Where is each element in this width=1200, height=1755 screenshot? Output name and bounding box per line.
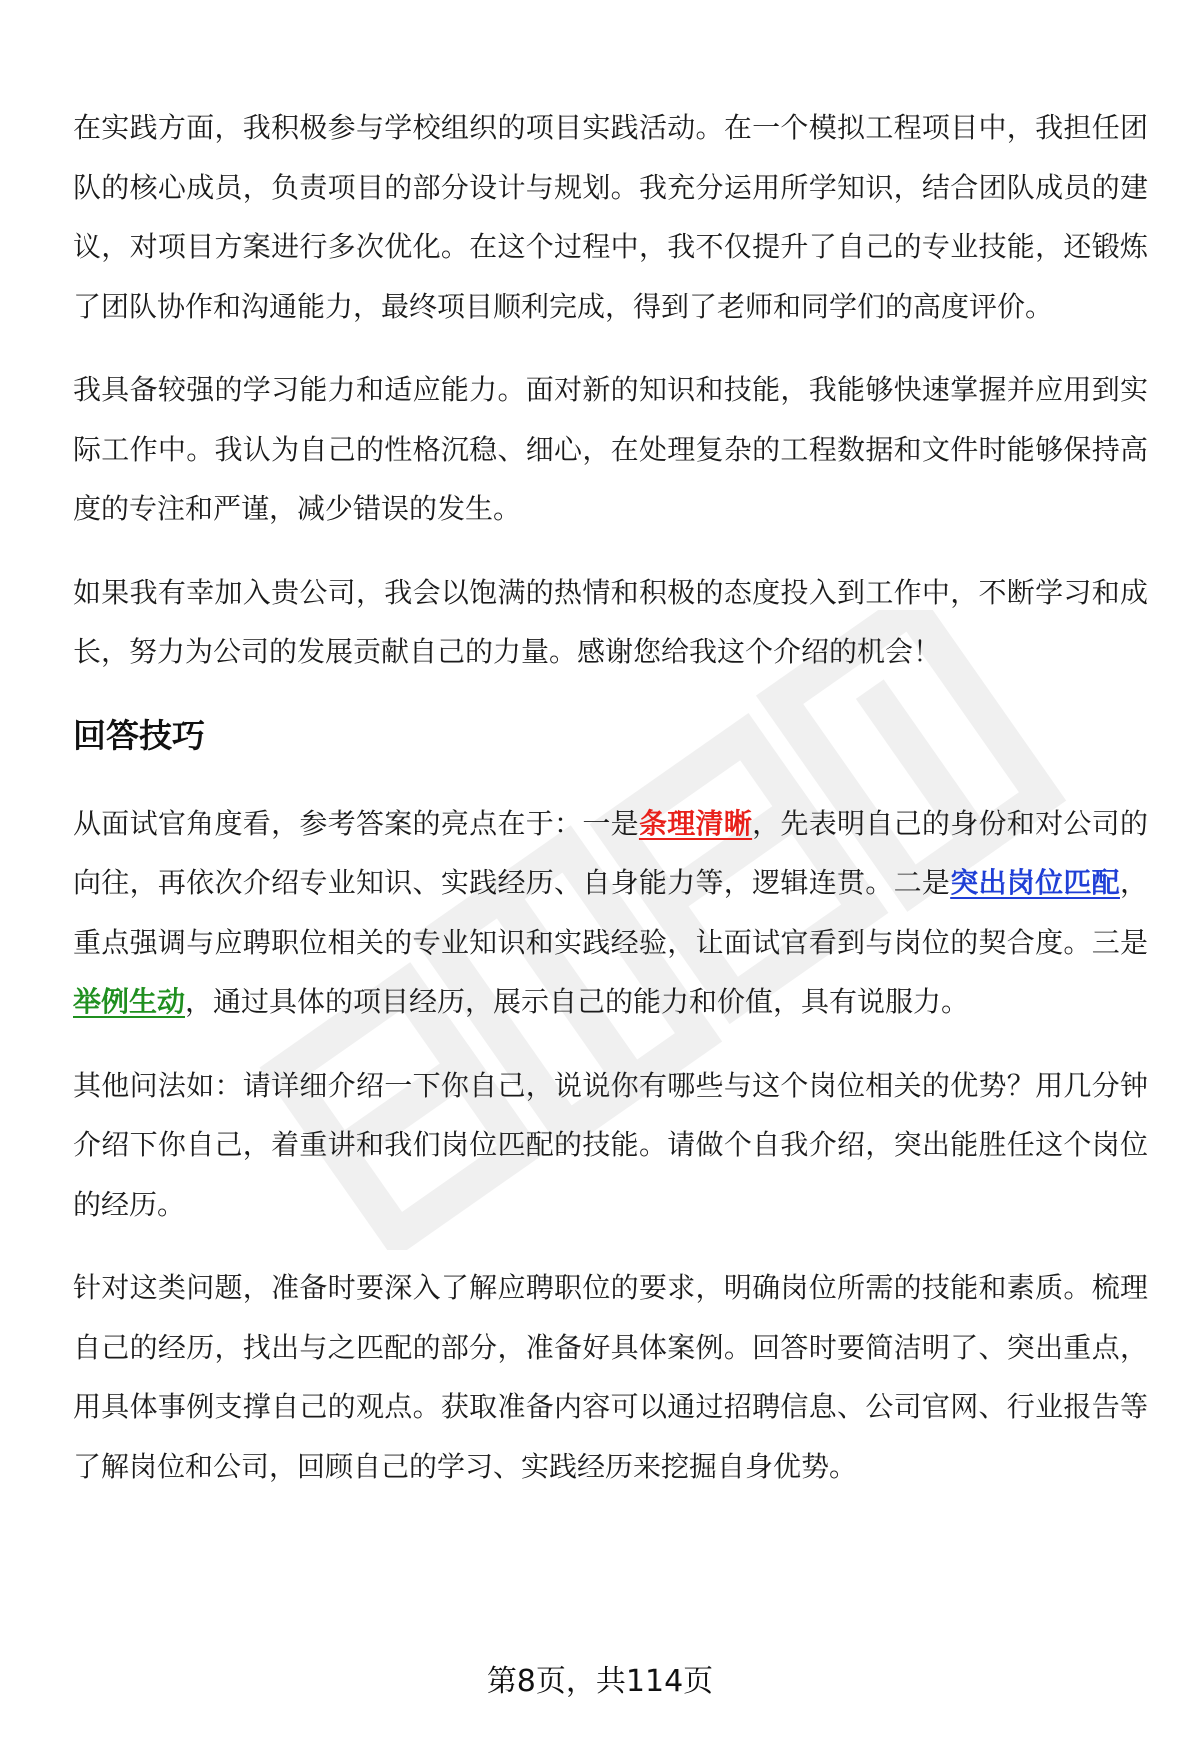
highlight-vivid-examples: 举例生动: [73, 985, 186, 1018]
highlights-text-4: ，通过具体的项目经历，展示自己的能力和价值，具有说服力。: [185, 985, 970, 1018]
section-heading: 回答技巧: [73, 715, 205, 755]
highlights-text-3: ，重点强调与应聘职位相关的专业知识和实践经验，让面试官看到与岗位的契合度。三是: [73, 866, 1148, 959]
paragraph-other-questions: 其他问法如：请详细介绍一下你自己，说说你有哪些与这个岗位相关的优势？用几分钟介绍下你自己，着重讲和我们岗位匹配的技能。请做个自我介绍，突出能胜任这个岗位的经历。: [73, 1068, 1148, 1221]
document-body: [73, 98, 1148, 1520]
page-number: 第8页，共114页: [486, 1664, 714, 1699]
paragraph-highlights: [73, 794, 1148, 1032]
highlights-text-2: ，先表明自己的身份和对公司的向往，再依次介绍专业知识、实践经历、自身能力等，逻辑连贯。二是: [73, 806, 1148, 899]
highlight-job-match: 突出岗位匹配: [950, 866, 1120, 899]
paragraph-preparation: 针对这类问题，准备时要深入了解应聘职位的要求，明确岗位所需的技能和素质。梳理自己的经历，找出与之匹配的部分，准备好具体案例。回答时要简洁明了、突出重点，用具体事例支撑自己的观点。获取准备内容可以通过招聘信息、公司官网、行业报告等了解岗位和公司，回顾自己的学习、实践经历来挖掘自身优势。: [73, 1271, 1148, 1483]
paragraph-learning-ability: 我具备较强的学习能力和适应能力。面对新的知识和技能，我能够快速掌握并应用到实际工作中。我认为自己的性格沉稳、细心，在处理复杂的工程数据和文件时能够保持高度的专注和严谨，减少错误的发生。: [73, 373, 1148, 525]
highlight-clear-structure: 条理清晰: [638, 806, 753, 840]
paragraph-practice: 在实践方面，我积极参与学校组织的项目实践活动。在一个模拟工程项目中，我担任团队的核心成员，负责项目的部分设计与规划。我充分运用所学知识，结合团队成员的建议，对项目方案进行多次优化。在这个过程中，我不仅提升了自己的专业技能，还锻炼了团队协作和沟通能力，最终项目顺利完成，得到了老师和同学们的高度评价。: [73, 111, 1148, 323]
highlights-text-1: 从面试官角度看，参考答案的亮点在于：一是: [73, 806, 639, 840]
paragraph-closing: 如果我有幸加入贵公司，我会以饱满的热情和积极的态度投入到工作中，不断学习和成长，努力为公司的发展贡献自己的力量。感谢您给我这个介绍的机会！: [73, 575, 1148, 668]
